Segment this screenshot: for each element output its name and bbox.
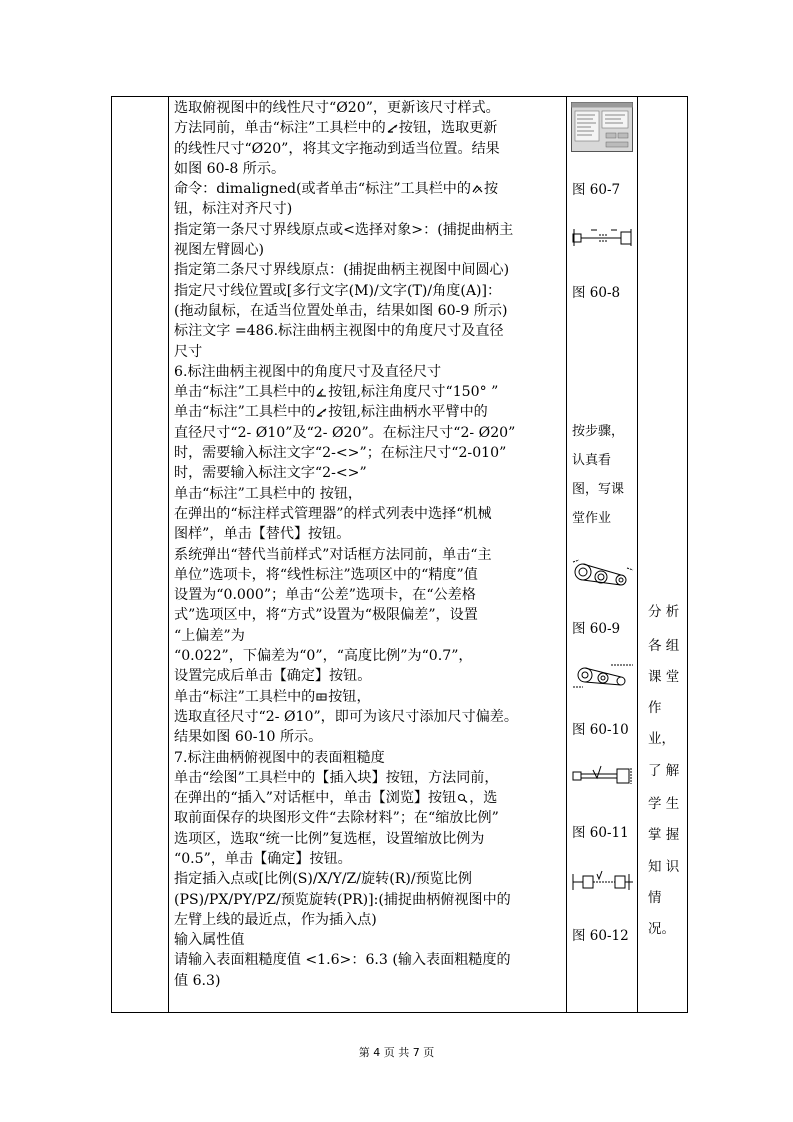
text-line: 在弹出的“标注样式管理器”的样式列表中选择“机械 <box>174 505 492 522</box>
step-note-line: 按步骤， <box>572 424 625 439</box>
text-line: “0.5”，单击【确定】按钮。 <box>174 850 352 867</box>
evaluation-line: 知 识 <box>648 859 680 875</box>
text-line: “0.022”，下偏差为“0”，“高度比例”为“0.7”， <box>174 648 473 665</box>
text-line: 6.标注曲柄主视图中的角度尺寸及直径尺寸 <box>174 363 442 380</box>
text-line: 取前面保存的块图形文件“去除材料”；在“缩放比例” <box>174 810 499 827</box>
text-line <box>174 687 566 707</box>
crank-front-view-figure <box>571 558 635 590</box>
text-line: (拖动鼠标，在适当位置处单击，结果如图 60-9 所示) <box>174 302 508 319</box>
text-line: 时，需要输入标注文字“2-<>” <box>174 465 367 482</box>
dim-aligned-icon <box>472 184 483 194</box>
procedure-text <box>174 98 566 991</box>
evaluation-line: 掌 握 <box>648 827 680 843</box>
text-line: 指定第一条尺寸界线原点或<选择对象>：(捕捉曲柄主 <box>174 221 514 238</box>
dim-edit-icon <box>387 123 398 133</box>
text-line: 单位”选项卡，将“线性标注”选项区中的“精度”值 <box>174 566 478 583</box>
evaluation-line: 学 生 <box>648 796 680 812</box>
text-line: 标注文字 =486.标注曲柄主视图中的角度尺寸及直径 <box>174 323 504 340</box>
text-segment: 单击“标注”工具栏中的 <box>174 404 316 421</box>
text-line: 输入属性值 <box>174 932 245 949</box>
evaluation-line: 各 组 <box>648 638 680 654</box>
figure-label-60-7: 图 60-7 <box>572 182 621 198</box>
text-line <box>174 382 566 402</box>
dim-angular-icon <box>316 387 327 397</box>
text-line: 结果如图 60-10 所示。 <box>174 729 323 746</box>
figure-label-60-10: 图 60-10 <box>572 722 629 738</box>
table-divider-1 <box>168 96 169 1013</box>
text-line: 单击“绘图”工具栏中的【插入块】按钮，方法同前， <box>174 769 499 786</box>
text-line: 尺寸 <box>174 343 203 360</box>
text-line <box>174 788 566 808</box>
step-note-line: 图，写课 <box>572 482 625 497</box>
evaluation-line: 作 <box>648 700 662 716</box>
text-line: 图样”，单击【替代】按钮。 <box>174 526 351 543</box>
text-line: 7.标注曲柄俯视图中的表面粗糙度 <box>174 749 385 766</box>
text-line: 指定插入点或[比例(S)/X/Y/Z/旋转(R)/预览比例 <box>174 871 472 888</box>
text-segment: 按钮,标注角度尺寸“150° ” <box>328 384 499 401</box>
text-line: “上偏差”为 <box>174 627 245 644</box>
text-line: 指定尺寸线位置或[多行文字(M)/文字(T)/角度(A)]： <box>174 282 502 299</box>
text-line: 请输入表面粗糙度值 <1.6>：6.3 (输入表面粗糙度的 <box>174 952 511 969</box>
crank-tolerance-figure <box>571 661 635 691</box>
figure-label-60-8: 图 60-8 <box>572 285 621 301</box>
text-line: 视图左臂圆心) <box>174 242 265 259</box>
text-segment: 单击“标注”工具栏中的 <box>174 688 316 705</box>
dim-tolerance-icon <box>316 692 327 702</box>
text-line: 设置完成后单击【确定】按钮。 <box>174 668 372 685</box>
text-line <box>174 118 566 138</box>
text-segment: 单击“标注”工具栏中的 <box>174 384 316 401</box>
text-segment: 方法同前，单击“标注”工具栏中的 <box>174 120 386 137</box>
text-line: 钮，标注对齐尺寸) <box>174 201 293 218</box>
text-line: 指定第二条尺寸界线原点：(捕捉曲柄主视图中间圆心) <box>174 262 510 279</box>
lesson-table <box>111 96 688 1013</box>
text-segment: 按钮，选取更新 <box>398 120 498 137</box>
page-footer: 第 4 页 共 7 页 <box>358 1046 435 1059</box>
text-line <box>174 179 566 199</box>
step-note-line: 堂作业 <box>572 511 612 526</box>
text-line: 时，需要输入标注文字“2-<>”；在标注尺寸“2-010” <box>174 445 507 462</box>
figure-label-60-12: 图 60-12 <box>572 928 629 944</box>
figure-label-60-11: 图 60-11 <box>572 825 629 841</box>
step-note <box>572 417 624 533</box>
evaluation-line: 分 析 <box>648 604 680 620</box>
text-segment: ，选 <box>469 790 498 807</box>
figure-column <box>567 96 637 1013</box>
table-border-left <box>111 96 112 1013</box>
evaluation-line: 业， <box>648 731 675 747</box>
figure-label-60-9: 图 60-9 <box>572 621 621 637</box>
text-line <box>174 402 566 422</box>
text-line: 值 6.3) <box>174 972 221 989</box>
text-segment: 命令：dimaligned(或者单击“标注”工具栏中的 <box>174 181 471 198</box>
crank-roughness-result-figure <box>571 870 635 894</box>
text-line: 系统弹出“替代当前样式”对话框方法同前，单击“主 <box>174 546 492 563</box>
text-line: 如图 60-8 所示。 <box>174 160 286 177</box>
text-line: 选取俯视图中的线性尺寸“Ø20”，更新该尺寸样式。 <box>174 100 500 116</box>
evaluation-line: 课 堂 <box>648 669 680 685</box>
text-line: 选项区，选取“统一比例”复选框，设置缩放比例为 <box>174 830 485 847</box>
step-note-line: 认真看 <box>572 453 612 468</box>
text-line: 的线性尺寸“Ø20”，将其文字拖动到适当位置。结果 <box>174 140 500 157</box>
text-line: 单击“标注”工具栏中的 按钮， <box>174 485 363 502</box>
evaluation-line: 了 解 <box>648 763 680 779</box>
text-line: 选取直径尺寸“2- Ø10”，即可为该尺寸添加尺寸偏差。 <box>174 708 518 725</box>
crank-top-view-figure <box>571 226 637 248</box>
text-segment: 在弹出的“插入”对话框中，单击【浏览】按钮 <box>174 790 457 807</box>
text-line: 直径尺寸“2- Ø10”及“2- Ø20”。在标注尺寸“2- Ø20” <box>174 424 516 441</box>
text-segment: 按钮,标注曲柄水平臂中的 <box>328 404 488 421</box>
evaluation-line: 况。 <box>648 921 675 937</box>
crank-top-view-roughness-figure <box>571 764 635 788</box>
text-line: (PS)/PX/PY/PZ/预览旋转(PR)]:(捕捉曲柄俯视图中的 <box>174 891 511 908</box>
dim-edit-icon <box>316 407 327 417</box>
evaluation-line: 情 <box>648 890 662 906</box>
text-line: 设置为“0.000”；单击“公差”选项卡，在“公差格 <box>174 587 476 604</box>
text-line: 左臂上线的最近点，作为插入点) <box>174 911 377 928</box>
dialog-screenshot-figure <box>571 102 633 152</box>
text-segment: 按 <box>484 181 499 198</box>
text-segment: 按钮， <box>328 688 371 705</box>
browse-icon <box>457 793 468 803</box>
evaluation-column <box>638 96 688 1013</box>
text-line: 式”选项区中，将“方式”设置为“极限偏差”，设置 <box>174 607 478 624</box>
